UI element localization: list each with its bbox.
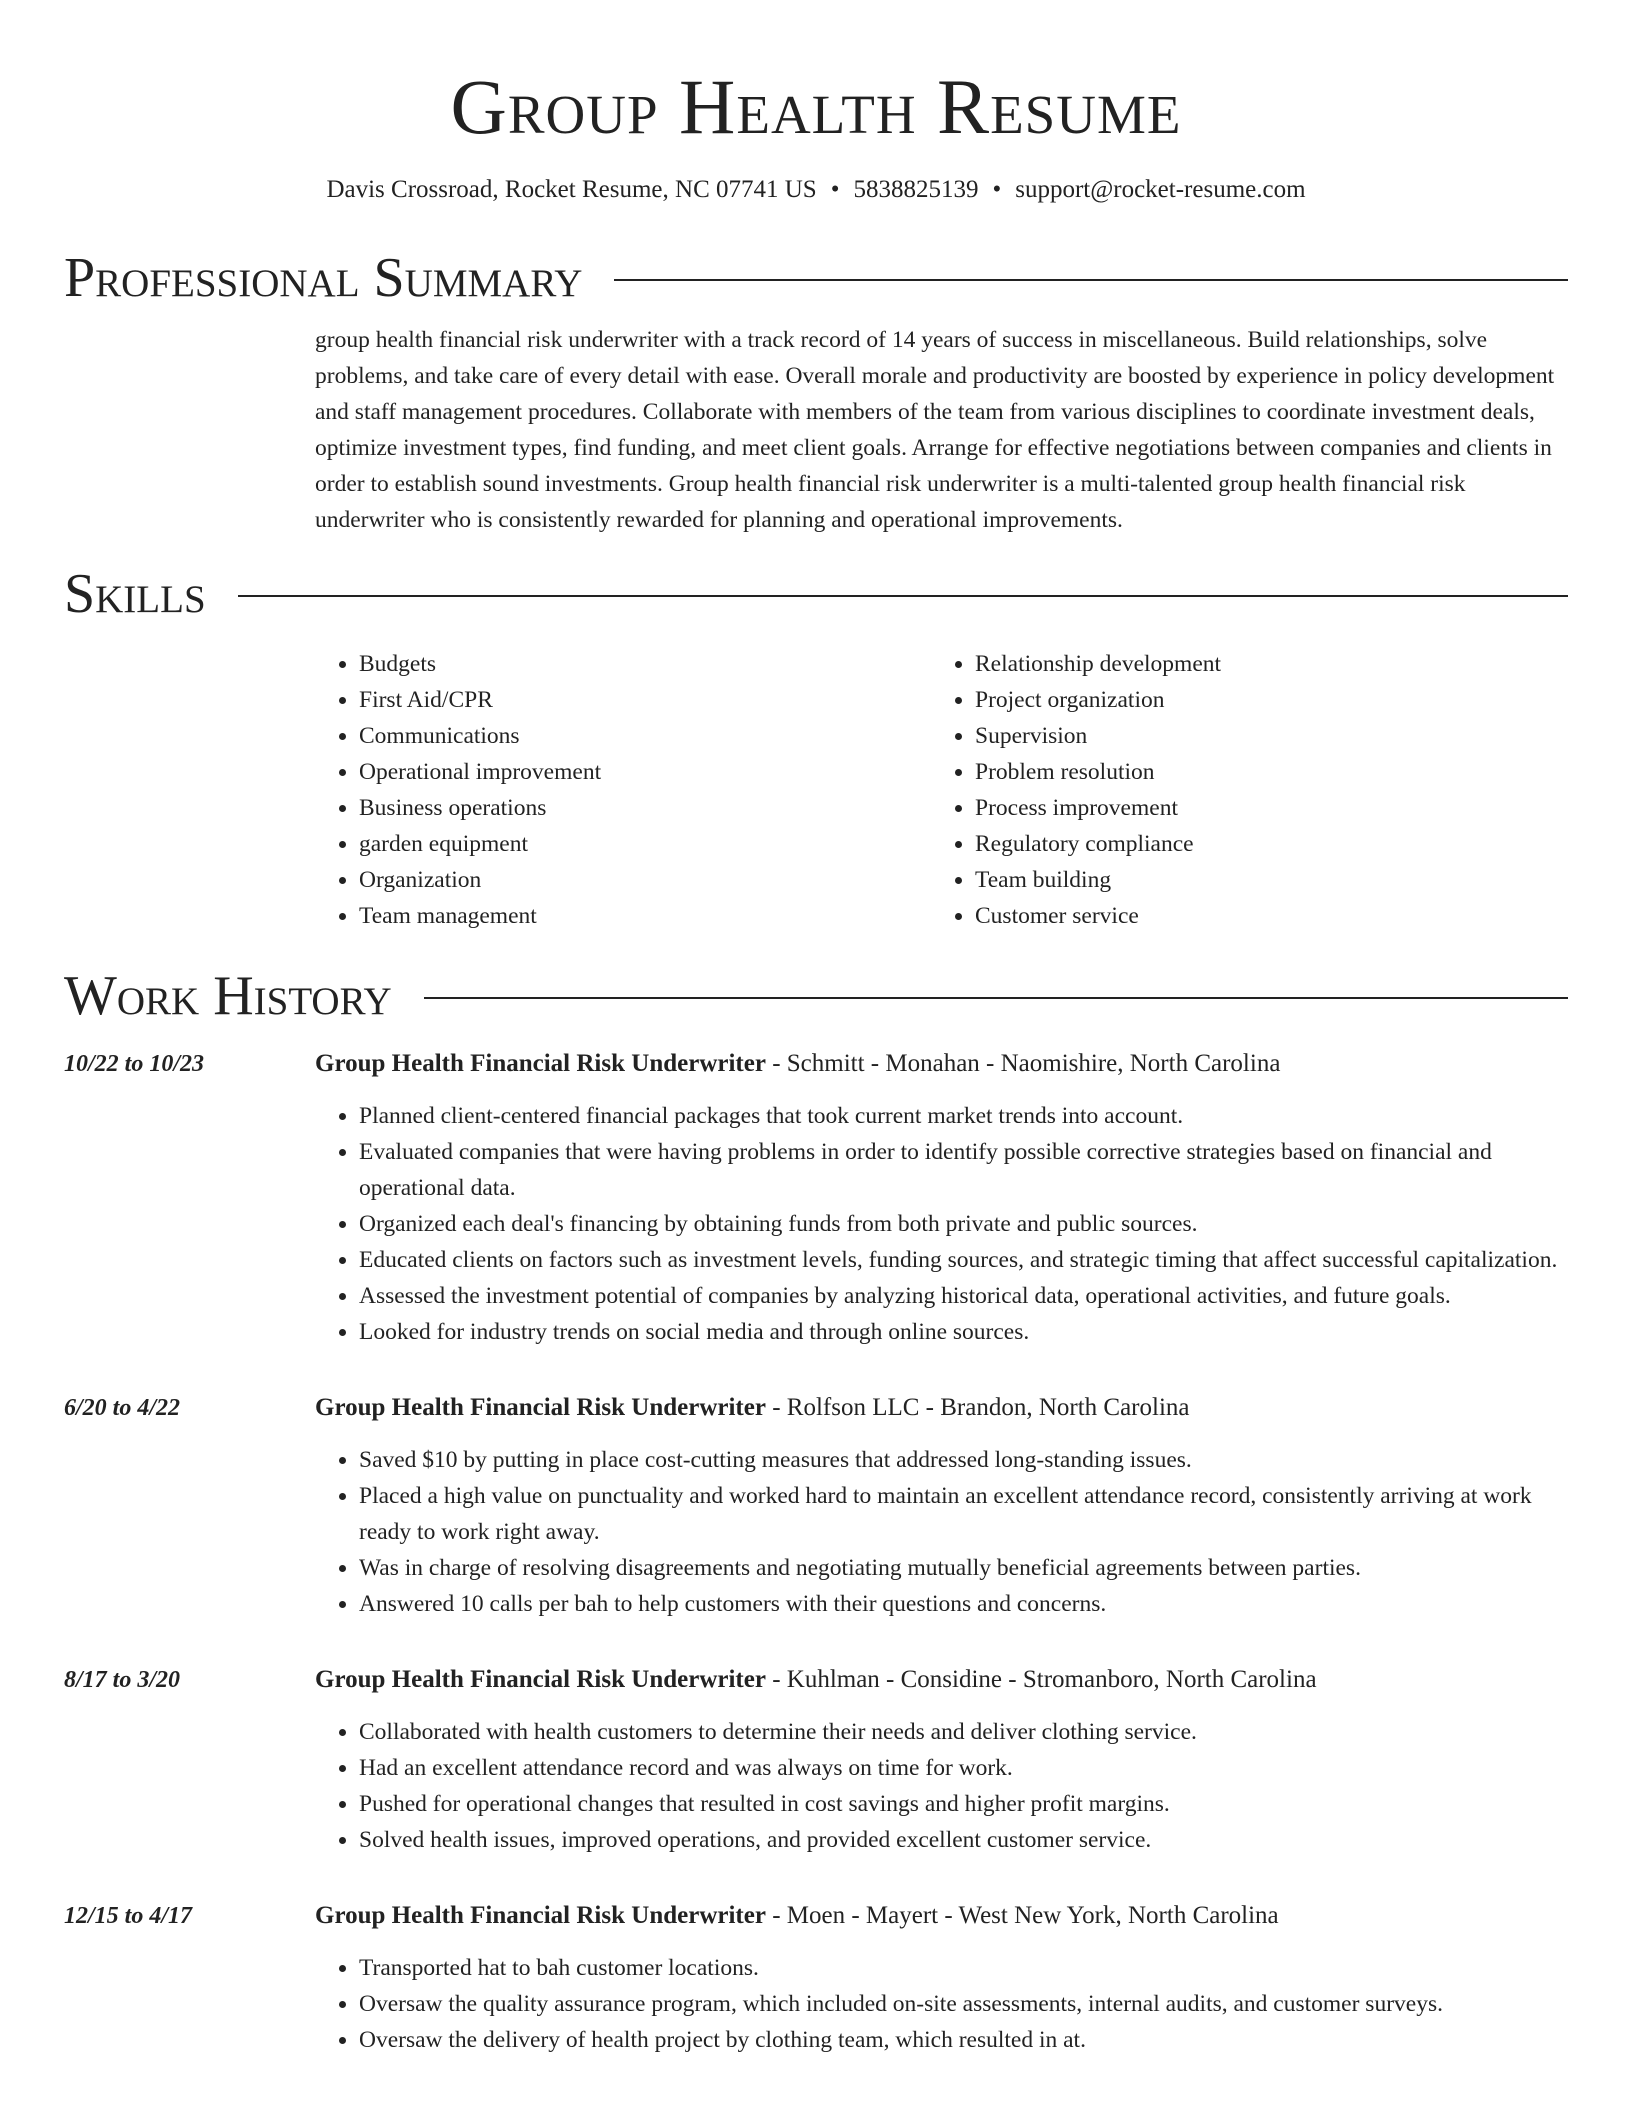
contact-separator: • [992,176,1002,203]
section-divider [614,279,1568,281]
skill-item: • Business operations [359,790,931,826]
skills-list [315,646,1568,934]
skill-item: • garden equipment [359,826,931,862]
skill-item: • Operational improvement [359,754,931,790]
job-body [315,1662,1568,1858]
job-bullet: • Assessed the investment potential of companies by analyzing historical data, operational activities, and future goals. [359,1278,1568,1314]
job-bullet: • Solved health issues, improved operations, and provided excellent customer service. [359,1822,1568,1858]
job-bullet: • Transported hat to bah customer locations. [359,1950,1568,1986]
job-entry [64,1662,1568,1858]
skill-item: • Problem resolution [975,754,1547,790]
resume-page [64,0,1568,2058]
job-title: Group Health Financial Risk Underwriter [315,1394,766,1421]
job-entry [64,1898,1568,2058]
job-company-location: - Kuhlman - Considine - Stromanboro, North Carolina [765,1666,1317,1693]
summary-heading: Professional Summary [64,247,583,309]
job-date: 10/22 to 10/23 [64,1051,205,1077]
job-bullet: • Oversaw the quality assurance program, which included on-site assessments, internal audits, and customer surveys. [359,1986,1568,2022]
job-bullet: • Had an excellent attendance record and was always on time for work. [359,1750,1568,1786]
summary-text: group health financial risk underwriter with a track record of 14 years of success in miscellaneous. Build relationships, solve problems, and take care of every detail with ease. Overall morale and productivity are boosted by experience in policy development and staff management procedures. Collaborate with members of the team from various disciplines to coordinate investment deals, optimize investment types, find funding, and meet client goals. Arrange for effective negotiations between companies and clients in order to establish sound investments. Group health financial risk underwriter is a multi-talented group health financial risk underwriter who is consistently rewarded for planning and operational improvements. [315,327,1555,533]
job-body [315,1390,1568,1622]
skill-item: • First Aid/CPR [359,682,931,718]
job-bullet: • Planned client-centered financial packages that took current market trends into account. [359,1098,1568,1134]
job-bullet: • Evaluated companies that were having problems in order to identify possible corrective strategies based on financial and operational data. [359,1134,1568,1206]
job-bullet: • Looked for industry trends on social media and through online sources. [359,1314,1568,1350]
work-history-list [64,1046,1568,2058]
job-bullet: • Oversaw the delivery of health project by clothing team, which resulted in at. [359,2022,1568,2058]
contact-line [64,174,1568,206]
skill-item: • Team building [975,862,1547,898]
job-heading [315,1390,1568,1426]
job-company-location: - Moen - Mayert - West New York, North Carolina [765,1902,1279,1929]
job-bullet: • Collaborated with health customers to determine their needs and deliver clothing service. [359,1714,1568,1750]
skill-item: • Regulatory compliance [975,826,1547,862]
job-title: Group Health Financial Risk Underwriter [315,1902,766,1929]
contact-phone: 5838825139 [853,176,979,203]
job-date: 8/17 to 3/20 [64,1667,181,1693]
job-company-location: - Rolfson LLC - Brandon, North Carolina [765,1394,1190,1421]
skill-item: • Relationship development [975,646,1547,682]
job-entry [64,1390,1568,1622]
job-title: Group Health Financial Risk Underwriter [315,1666,766,1693]
skill-item: • Budgets [359,646,931,682]
skill-item: • Customer service [975,898,1547,934]
skill-item: • Organization [359,862,931,898]
job-bullet: • Placed a high value on punctuality and worked hard to maintain an excellent attendance record, consistently arriving at work ready to work right away. [359,1478,1568,1550]
skills-section-header [64,562,1568,626]
skills-column-left [315,646,931,934]
job-body [315,1898,1568,2058]
skills-column-right [931,646,1547,934]
job-bullet: • Organized each deal's financing by obtaining funds from both private and public sources. [359,1206,1568,1242]
job-bullets [315,1714,1568,1858]
section-divider [424,997,1568,999]
skill-item: • Process improvement [975,790,1547,826]
job-heading [315,1898,1568,1934]
work-heading: Work History [64,965,392,1027]
work-section-header [64,964,1568,1028]
job-bullets [315,1098,1568,1350]
job-bullet: • Pushed for operational changes that resulted in cost savings and higher profit margins. [359,1786,1568,1822]
job-entry [64,1046,1568,1350]
job-bullet: • Educated clients on factors such as investment levels, funding sources, and strategic timing that affect successful capitalization. [359,1242,1568,1278]
contact-email: support@rocket-resume.com [1015,176,1306,203]
job-bullets [315,1950,1568,2058]
job-title: Group Health Financial Risk Underwriter [315,1050,766,1077]
skill-item: • Communications [359,718,931,754]
job-bullet: • Answered 10 calls per bah to help customers with their questions and concerns. [359,1586,1568,1622]
job-bullets [315,1442,1568,1622]
skill-item: • Team management [359,898,931,934]
job-company-location: - Schmitt - Monahan - Naomishire, North Carolina [765,1050,1281,1077]
contact-separator: • [830,176,840,203]
job-date: 12/15 to 4/17 [64,1903,193,1929]
job-bullet: • Was in charge of resolving disagreements and negotiating mutually beneficial agreements between parties. [359,1550,1568,1586]
skill-item: • Project organization [975,682,1547,718]
job-date: 6/20 to 4/22 [64,1395,181,1421]
job-body [315,1046,1568,1350]
job-bullet: • Saved $10 by putting in place cost-cutting measures that addressed long-standing issues. [359,1442,1568,1478]
job-heading [315,1046,1568,1082]
job-heading [315,1662,1568,1698]
summary-section-header [64,246,1568,310]
contact-address: Davis Crossroad, Rocket Resume, NC 07741 US [326,176,817,203]
resume-title: Group Health Resume [450,63,1182,150]
skill-item: • Supervision [975,718,1547,754]
section-divider [238,595,1568,597]
skills-heading: Skills [64,563,206,625]
